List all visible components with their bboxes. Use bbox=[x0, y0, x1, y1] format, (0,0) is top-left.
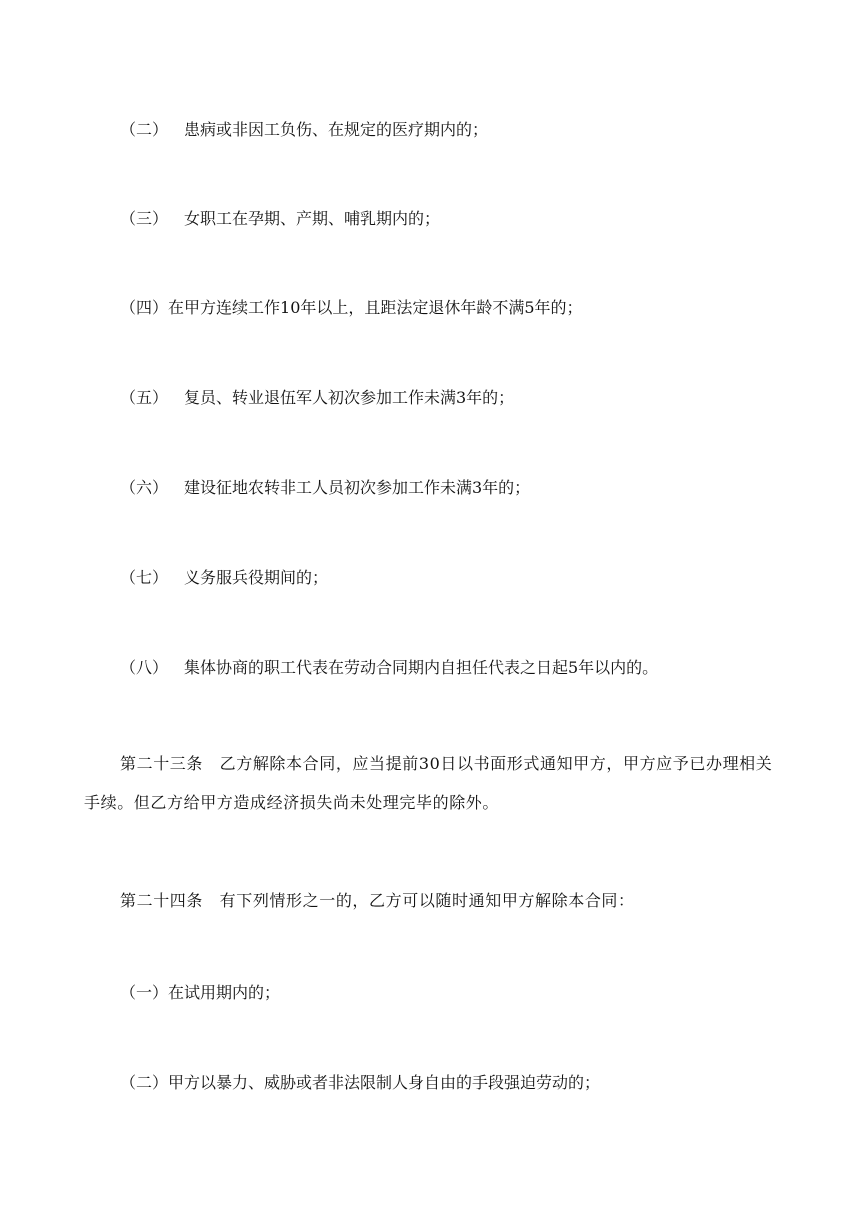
list-item bbox=[120, 983, 280, 1003]
list-item bbox=[120, 478, 530, 498]
list-item bbox=[120, 1073, 600, 1093]
list-item bbox=[120, 568, 328, 588]
item-label: （六） bbox=[120, 478, 169, 497]
list-item bbox=[120, 658, 658, 678]
item-text: 患病或非因工负伤、在规定的医疗期内的； bbox=[184, 120, 489, 139]
list-item bbox=[120, 120, 488, 140]
article-23 bbox=[84, 744, 784, 822]
item-label: （二） bbox=[120, 120, 169, 139]
article-24 bbox=[84, 881, 784, 920]
article-heading: 第二十四条 bbox=[120, 891, 204, 910]
item-label: （七） bbox=[120, 568, 169, 587]
item-text: 女职工在孕期、产期、哺乳期内的； bbox=[184, 209, 441, 228]
list-item bbox=[120, 388, 514, 408]
item-text: 建设征地农转非工人员初次参加工作未满3年的； bbox=[184, 478, 531, 497]
item-text: 集体协商的职工代表在劳动合同期内自担任代表之日起5年以内的。 bbox=[184, 658, 659, 677]
item-label: （八） bbox=[120, 658, 169, 677]
list-item bbox=[120, 209, 440, 229]
item-text: 在试用期内的； bbox=[168, 983, 281, 1002]
item-label: （一） bbox=[120, 983, 169, 1002]
item-text: 义务服兵役期间的； bbox=[184, 568, 329, 587]
item-label: （二） bbox=[120, 1073, 169, 1092]
article-heading: 第二十三条 bbox=[120, 754, 204, 773]
item-text: 在甲方连续工作10年以上，且距法定退休年龄不满5年的； bbox=[168, 298, 583, 317]
item-text: 甲方以暴力、威胁或者非法限制人身自由的手段强迫劳动的； bbox=[168, 1073, 601, 1092]
item-label: （五） bbox=[120, 388, 169, 407]
item-text: 复员、转业退伍军人初次参加工作未满3年的； bbox=[184, 388, 515, 407]
item-label: （四） bbox=[120, 298, 169, 317]
list-item bbox=[120, 298, 583, 318]
article-text: 乙方解除本合同，应当提前30日以书面形式通知甲方，甲方应予已办理相关手续。但乙方给甲方造成经济损失尚未处理完毕的除外。 bbox=[84, 754, 773, 812]
article-text: 有下列情形之一的，乙方可以随时通知甲方解除本合同： bbox=[219, 891, 635, 910]
item-label: （三） bbox=[120, 209, 169, 228]
